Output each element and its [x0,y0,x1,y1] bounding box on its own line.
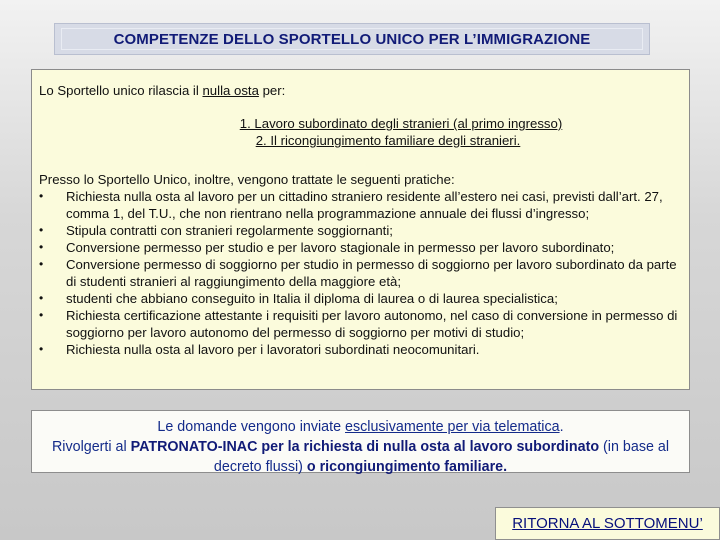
numbered-item-1: 1. Lavoro subordinato degli stranieri (al primo ingresso) [239,116,563,131]
patronato-bold: PATRONATO-INAC per la richiesta di nulla osta al lavoro subordinato [130,439,600,455]
telematic-prefix: Le domande vengono inviate [157,419,346,435]
patronato-or: o [306,459,316,475]
numbered-item-2: 2. Il ricongiungimento familiare degli stranieri. [255,133,521,148]
patronato-suffix: (in base al decreto flussi) [213,439,670,475]
intro-text [39,82,683,99]
bullet-icon: • [39,257,44,271]
competenze-panel [31,69,690,390]
page-title: COMPETENZE DELLO SPORTELLO UNICO PER L’IMMIGRAZIONE [113,30,591,48]
bullet-icon: • [39,189,44,203]
list-item [39,341,683,358]
telematic-underlined: esclusivamente per via telematica [345,419,560,435]
list-item-text: studenti che abbiano conseguito in Italia il diploma di laurea o di laurea specialistica; [66,291,558,306]
numbered-list [39,115,683,149]
application-info-box [31,410,690,473]
list-item-text: Richiesta nulla osta al lavoro per i lavoratori subordinati neocomunitari. [66,342,480,357]
intro-prefix: Lo Sportello unico rilascia il [39,83,203,98]
pratiche-intro: Presso lo Sportello Unico, inoltre, vengono trattate le seguenti pratiche: [39,172,455,187]
intro-underlined: nulla osta [202,83,259,98]
list-item [39,256,683,290]
list-item-text: Conversione permesso per studio e per lavoro stagionale in permesso per lavoro subordinato; [66,240,615,255]
list-item [39,239,683,256]
telematic-suffix: . [559,419,564,435]
list-item [39,188,683,222]
list-item-text: Conversione permesso di soggiorno per studio in permesso di soggiorno per lavoro subordinato da parte di studenti stranieri al raggiungimento della maggiore età; [66,257,677,289]
patronato-prefix: Rivolgerti al [51,439,131,455]
patronato-notice [32,437,689,477]
bullet-icon: • [39,291,44,305]
title-frame [61,28,643,50]
bullet-icon: • [39,308,44,322]
list-item-text: Stipula contratti con stranieri regolarmente soggiornanti; [66,223,393,238]
bullet-icon: • [39,342,44,356]
ricongiungimento-bold: ricongiungimento familiare. [315,459,508,475]
return-to-submenu-button[interactable]: RITORNA AL SOTTOMENU’ [495,507,720,540]
list-item-text: Richiesta nulla osta al lavoro per un cittadino straniero residente all’estero nei casi, previsti dall’art. 27, comma 1, del T.U., che non rientrano nella programmazione annuale dei flussi d’ingresso; [66,189,663,221]
title-box [54,23,650,55]
bullet-icon: • [39,240,44,254]
list-item [39,307,683,341]
telematic-notice [32,417,689,437]
bullet-icon: • [39,223,44,237]
list-item-text: Richiesta certificazione attestante i requisiti per lavoro autonomo, nel caso di conversione in permesso di soggiorno per lavoro autonomo del permesso di soggiorno per motivi di studio; [66,308,678,340]
pratiche-list [39,188,683,358]
list-item [39,222,683,239]
list-item [39,290,683,307]
intro-suffix: per: [258,83,286,98]
